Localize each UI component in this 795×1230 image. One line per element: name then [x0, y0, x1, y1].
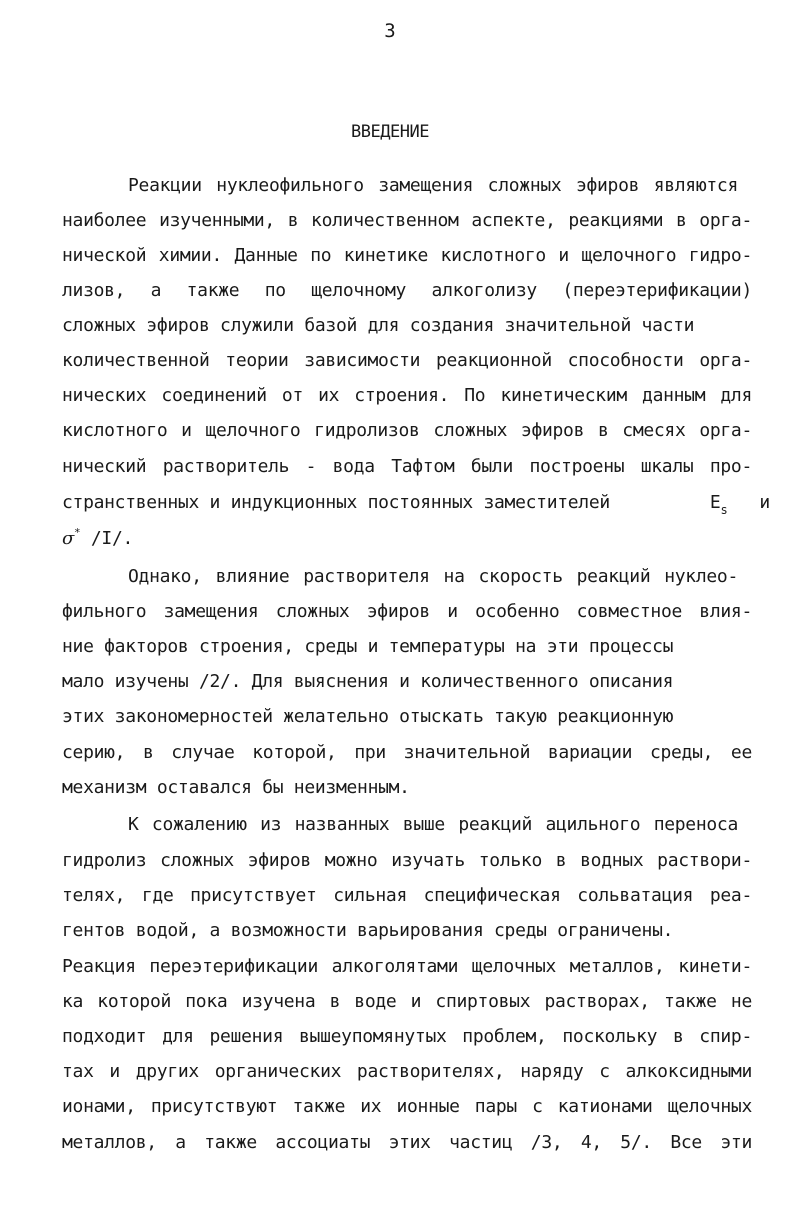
paragraph-1-line-9: нический растворитель - вода Тафтом были построены шкалы про-	[62, 456, 752, 477]
paragraph-1-line-10	[62, 491, 770, 517]
paragraph-2-line-2: фильного замещения сложных эфиров и особенно совместное влия-	[62, 601, 752, 622]
paragraph-2-line-6: серию, в случае которой, при значительной вариации среды, ее	[62, 742, 752, 763]
paragraph-3-line-7: подходит для решения вышеупомянутых проблем, поскольку в спир-	[62, 1026, 752, 1047]
paragraph-2-line-3: ние факторов строения, среды и температуры на эти процессы	[62, 636, 674, 657]
paragraph-2-line-5: этих закономерностей желательно отыскать такую реакционную	[62, 706, 674, 727]
paragraph-1-line-10-end: и	[759, 492, 770, 513]
paragraph-1-line-6: количественной теории зависимости реакционной способности орга-	[62, 350, 752, 371]
paragraph-1-line-1: Реакции нуклеофильного замещения сложных эфиров являются	[128, 175, 738, 196]
paragraph-1-line-2: наиболее изученными, в количественном аспекте, реакциями в орга-	[62, 210, 752, 231]
steric-constant-symbol: E	[709, 492, 721, 513]
paragraph-3-line-1: К сожалению из названных выше реакций ацильного переноса	[128, 814, 738, 835]
paragraph-3-line-2: гидролиз сложных эфиров можно изучать только в водных раствори-	[62, 850, 752, 871]
paragraph-3-line-4: гентов водой, а возможности варьирования среды ограничены.	[62, 920, 674, 941]
paragraph-1-line-5: сложных эфиров служили базой для создания значительной части	[62, 315, 695, 336]
paragraph-3-line-5: Реакция переэтерификации алкоголятами щелочных металлов, кинети-	[62, 956, 752, 977]
paragraph-3-line-8: тах и других органических растворителях, наряду с алкоксидными	[62, 1061, 752, 1082]
paragraph-3-line-10: металлов, а также ассоциаты этих частиц /3, 4, 5/. Все эти	[62, 1132, 752, 1153]
paragraph-1-line-4: лизов, а также по щелочному алкоголизу (переэтерификации)	[62, 280, 752, 301]
paragraph-1-line-11	[62, 527, 752, 553]
paragraph-3-line-6: ка которой пока изучена в воде и спиртовых растворах, также не	[62, 991, 752, 1012]
paragraph-1-line-8: кислотного и щелочного гидролизов сложных эфиров в смесях орга-	[62, 420, 752, 441]
section-heading: ВВЕДЕНИЕ	[351, 122, 429, 142]
paragraph-1-line-3: нической химии. Данные по кинетике кислотного и щелочного гидро-	[62, 245, 752, 266]
paragraph-2-line-4: мало изучены /2/. Для выяснения и количественного описания	[62, 671, 674, 692]
page-number: 3	[384, 20, 396, 42]
paragraph-2-line-1: Однако, влияние растворителя на скорость реакций нуклео-	[128, 566, 738, 587]
inductive-constant-symbol: σ	[62, 528, 74, 549]
paragraph-2-line-7: механизм оставался бы неизменным.	[62, 777, 410, 798]
inductive-constant-superscript: *	[74, 526, 81, 539]
paragraph-1-line-11-text: /I/.	[90, 528, 134, 549]
paragraph-3-line-9: ионами, присутствуют также их ионные пары с катионами щелочных	[62, 1096, 752, 1117]
paragraph-1-line-10-text: странственных и индукционных постоянных заместителей	[62, 492, 610, 513]
paragraph-1-line-7: нических соединений от их строения. По кинетическим данным для	[62, 385, 752, 406]
paragraph-3-line-3: телях, где присутствует сильная специфическая сольватация реа-	[62, 885, 752, 906]
steric-constant-subscript: s	[720, 503, 728, 517]
